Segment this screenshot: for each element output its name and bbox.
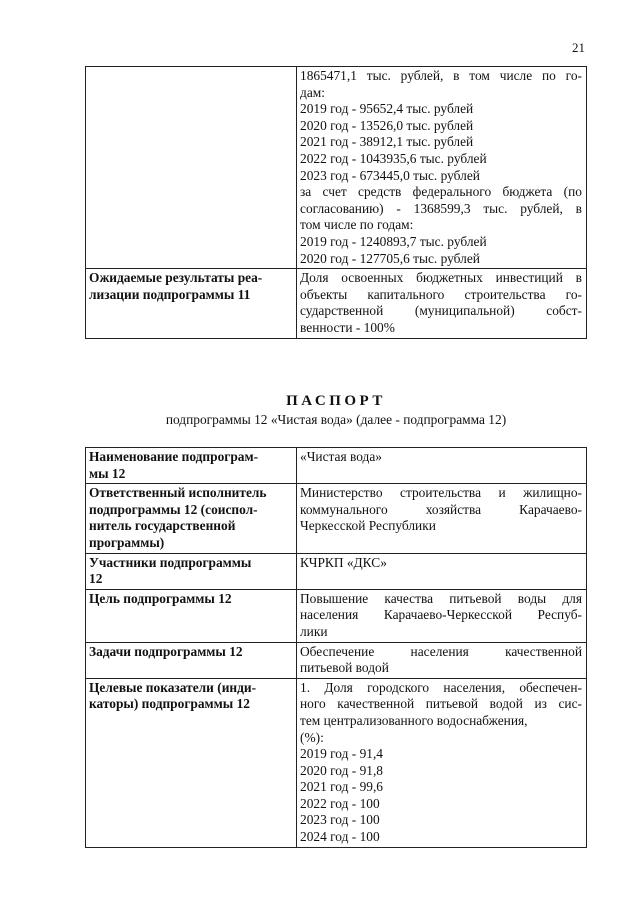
value-line: 1. Доля городского населения, обеспечен- <box>300 679 582 695</box>
label-line: подпрограммы 12 (соиспол- <box>89 501 258 517</box>
value-line: 2019 год - 1240893,7 тыс. рублей <box>300 233 487 249</box>
value-line: объекты капитального строительства го- <box>300 286 582 302</box>
funding-label-cell <box>86 67 297 269</box>
label-line: программы) <box>89 534 165 550</box>
value-line: дам: <box>300 84 325 100</box>
passport-label-cell <box>86 678 297 847</box>
funding-value-cell <box>297 269 587 338</box>
value-line: ного качественной питьевой водой из сис- <box>300 696 582 712</box>
value-line: 2020 год - 13526,0 тыс. рублей <box>300 117 474 133</box>
funding-row <box>86 67 587 269</box>
value-line: Обеспечение населения качественной <box>300 643 582 659</box>
passport-label-cell <box>86 642 297 678</box>
label-line: Целевые показатели (инди- <box>89 679 257 695</box>
value-line: сударственной (муниципальной) собст- <box>300 303 582 319</box>
value-line: КЧРКП «ДКС» <box>300 554 387 570</box>
passport-row <box>86 642 587 678</box>
passport-subtitle: подпрограммы 12 «Чистая вода» (далее - подпрограмма 12) <box>165 412 507 427</box>
passport-value-cell <box>297 589 587 642</box>
value-line: Черкесской Республики <box>300 518 436 534</box>
label-line: каторы) подпрограммы 12 <box>89 696 250 712</box>
value-line: 2019 год - 95652,4 тыс. рублей <box>300 101 474 117</box>
value-line: том числе по годам: <box>300 217 414 233</box>
passport-value-cell <box>297 642 587 678</box>
value-line: 2022 год - 100 <box>300 795 380 811</box>
value-line: венности - 100% <box>300 319 395 335</box>
passport-title: ПАСПОРТ <box>286 393 386 409</box>
passport-label-cell <box>86 553 297 589</box>
passport-value-cell <box>297 448 587 484</box>
funding-label-cell <box>86 269 297 338</box>
passport-row <box>86 448 587 484</box>
value-line: населения Карачаево-Черкесской Респуб- <box>300 607 582 623</box>
value-line: 2021 год - 99,6 <box>300 779 383 795</box>
label-line: Наименование подпрограм- <box>89 449 259 464</box>
funding-row <box>86 269 587 338</box>
value-line: лики <box>300 623 328 639</box>
passport-label-cell <box>86 448 297 484</box>
label-line: Цель подпрограммы 12 <box>89 590 232 606</box>
value-line: 2020 год - 127705,6 тыс. рублей <box>300 250 480 266</box>
value-line: 2019 год - 91,4 <box>300 746 383 762</box>
value-line: коммунального хозяйства Карачаево- <box>300 501 582 517</box>
value-line: за счет средств федерального бюджета (по <box>300 184 582 200</box>
value-line: 2021 год - 38912,1 тыс. рублей <box>300 134 474 150</box>
label-line: 12 <box>89 571 103 587</box>
value-line: Доля освоенных бюджетных инвестиций в <box>300 270 582 286</box>
value-line: 2020 год - 91,8 <box>300 762 383 778</box>
value-line: Повышение качества питьевой воды для <box>300 590 582 606</box>
label-line: лизации подпрограммы 11 <box>89 286 251 302</box>
passport-row <box>86 678 587 847</box>
passport-table <box>85 447 587 848</box>
passport-row <box>86 484 587 553</box>
passport-row <box>86 589 587 642</box>
value-line: согласованию) - 1368599,3 тыс. рублей, в <box>300 200 582 216</box>
funding-value-cell <box>297 67 587 269</box>
value-line: 2024 год - 100 <box>300 829 380 845</box>
value-line: 2023 год - 673445,0 тыс. рублей <box>300 167 480 183</box>
value-line: Министерство строительства и жилищно- <box>300 485 582 501</box>
funding-table <box>85 66 587 339</box>
passport-label-cell <box>86 589 297 642</box>
page-number: 21 <box>572 40 585 55</box>
label-line: нитель государственной <box>89 518 236 534</box>
value-line: «Чистая вода» <box>300 449 382 464</box>
label-line: Ожидаемые результаты реа- <box>89 270 263 286</box>
label-line: Ответственный исполнитель <box>89 485 267 501</box>
passport-value-cell <box>297 484 587 553</box>
value-line: 1865471,1 тыс. рублей, в том числе по го- <box>300 68 582 83</box>
value-line: 2023 год - 100 <box>300 812 380 828</box>
value-line: питьевой водой <box>300 660 389 676</box>
value-line: 2022 год - 1043935,6 тыс. рублей <box>300 150 487 166</box>
value-line: (%): <box>300 729 324 745</box>
passport-label-cell <box>86 484 297 553</box>
label-line: Участники подпрограммы <box>89 554 252 570</box>
label-line: Задачи подпрограммы 12 <box>89 643 243 659</box>
value-line: тем централизованного водоснабжения, <box>300 712 528 728</box>
passport-row <box>86 553 587 589</box>
passport-value-cell <box>297 553 587 589</box>
label-line: мы 12 <box>89 465 126 481</box>
passport-value-cell <box>297 678 587 847</box>
